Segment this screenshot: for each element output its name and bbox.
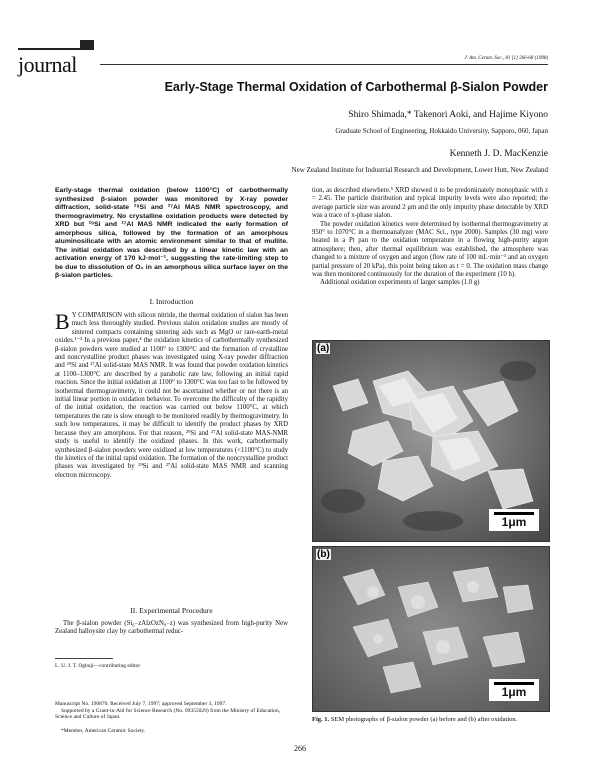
scale-label-b: 1μm [501,685,527,699]
affiliation-1: Graduate School of Engineering, Hokkaido University, Sapporo, 060, Japan [335,127,548,135]
footnote-member: *Member, American Ceramic Society. [61,728,146,734]
journal-logo-text: journal [18,52,77,77]
intro-lead: Y COMPARISON [71,312,123,319]
affiliation-2: New Zealand Institute for Industrial Research and Development, Lower Hutt, New Zealand [291,166,548,174]
panel-b-label: (b) [317,549,330,560]
section-heading-experimental: II. Experimental Procedure [130,606,213,615]
footnote-manuscript: Manuscript No. 190870. Received July 7, 1997; approved September 3, 1997. [55,701,227,707]
author-list: Shiro Shimada,* Takenori Aoki, and Hajime Kiyono [348,110,548,120]
experimental-paragraph: The β-sialon powder (Si₆₋zAlzOzN₈₋z) was synthesized from high-purity New Zealand halloysite clay by carbothermal reduc- [55,620,288,636]
article-title: Early-Stage Thermal Oxidation of Carbothermal β-Sialon Powder [164,80,548,94]
figure-caption [312,716,548,724]
scale-label-a: 1μm [501,515,527,529]
page-number: 266 [294,744,306,753]
sem-image-before-oxidation [312,340,550,542]
intro-text: with silicon nitride, the thermal oxidation of sialon has been much less thoroughly studied. Previous sialon oxidation studies are mostly of sintered compacts containing sintering aids such as MgO or rare-earth-metal oxides.¹⁻³ In a previous paper,⁴ the oxidation kinetics of carbothermally synthesized β-sialon powders were studied at 1100° to 1300°C and the formation of crystalline and noncrystalline product phases was investigated using X-ray powder diffraction and ²⁹Si and ²⁷Al solid-state MAS NMR. It was found that powder oxidation kinetics at 1100–1300°C are described by a parabolic rate law, following an initial rapid reaction. Since the initial oxidation at 1100° to 1300°C was too fast to be followed by isothermal thermogravimetry, it could not be ascertained whether or not there is an initial linear portion in oxidation behavior. To overcome the difficulty of the rapidity of the initial oxidation, the reaction was carried out below 1100°C, at which temperatures the rate is slow enough to be monitored readily by thermogravimetry. In such low temperatures, it may be difficult to identify the product phases by XRD because they are amorphous. For that reason, ²⁹Si and ²⁷Al solid-state MAS-NMR study is useful to identify the oxidized phases. In this work, carbothermally synthesized β-sialon powders were oxidized at low temperatures (<1100°C) to study the kinetics of the initial rapid oxidation. The formation of the noncrystalline product phases was investigated by ²⁹Si and ²⁷Al solid-state MAS NMR and scanning electron microscopy. [55,312,288,479]
journal-citation: J. Am. Ceram. Soc., 81 [1] 266-68 (1998) [464,56,548,61]
sem-image-after-oxidation [312,546,550,712]
section-heading-introduction: I. Introduction [149,297,194,306]
caption-text: SEM photographs of β-sialon powder (a) before and (b) after oxidation. [330,716,518,723]
scale-bar-b [489,679,539,701]
footnote-editor: L. U. J. T. Ogbuji—contributing editor [55,663,141,669]
right-column-text [312,187,548,288]
footnote-rule [55,658,113,659]
footnote-support: Supported by a Grant-in-Aid for Science Research (No. 09355029) from the Ministry of Education, Science and Culture of Japan. [55,708,281,721]
paragraph-continued: tion, as described elsewhere.⁵ XRD showed it to be predominately monophasic with z = 2.45. The particle distribution and typical impurity levels were also reported; the average particle size was around 2 μm and the only impurity phase detectable by XRD was a trace of x-phase sialon. [312,187,548,220]
scale-bar-a [489,509,539,531]
header-rule [100,64,548,65]
author-2: Kenneth J. D. MacKenzie [449,149,548,159]
drop-cap: B [55,309,70,334]
abstract: Early-stage thermal oxidation (below 1100°C) of carbothermally synthesized β-sialon powder was monitored by X-ray powder diffraction, solid-state ²⁹Si and ²⁷Al MAS NMR spectroscopy, and thermogravimetry. No crystalline oxidation products were detected by XRD but ²⁹Si and ²⁷Al MAS NMR indicated the early formation of amorphous silica, followed by the formation of an amorphous aluminosilicate with an atomic environment similar to that of mullite. The initial oxidation was described by a linear kinetic law with an activation energy of 170 kJ·mol⁻¹, suggesting the rate-limiting step to be due to dissolution of O₂ in an amorphous silica surface layer on the β-sialon particles. [55,187,288,279]
paragraph-kinetics: The powder oxidation kinetics were determined by isothermal thermogravimetry at 950° to 1070°C in a thermoanalyzer (MAC Sci., type 2000). Samples (30 mg) were heated in a Pt pan to the oxidation temperature in a flowing high-purity argon atmosphere; then, after thermal equilibrium was established, the atmosphere was changed to a mixture of oxygen and argon (flow rate of 100 mL·min⁻¹ and an oxygen partial pressure of 20 kPa), this point being taken as t = 0. The oxidation mass change was then monitored continuously for the duration of the experiment (10 h). [312,220,548,279]
introduction-body [55,309,288,480]
experimental-body [55,620,288,637]
paragraph-additional: Additional oxidation experiments of larger samples (1.0 g) [320,279,480,287]
panel-a-label: (a) [317,343,330,354]
caption-label: Fig. 1. [312,716,330,723]
